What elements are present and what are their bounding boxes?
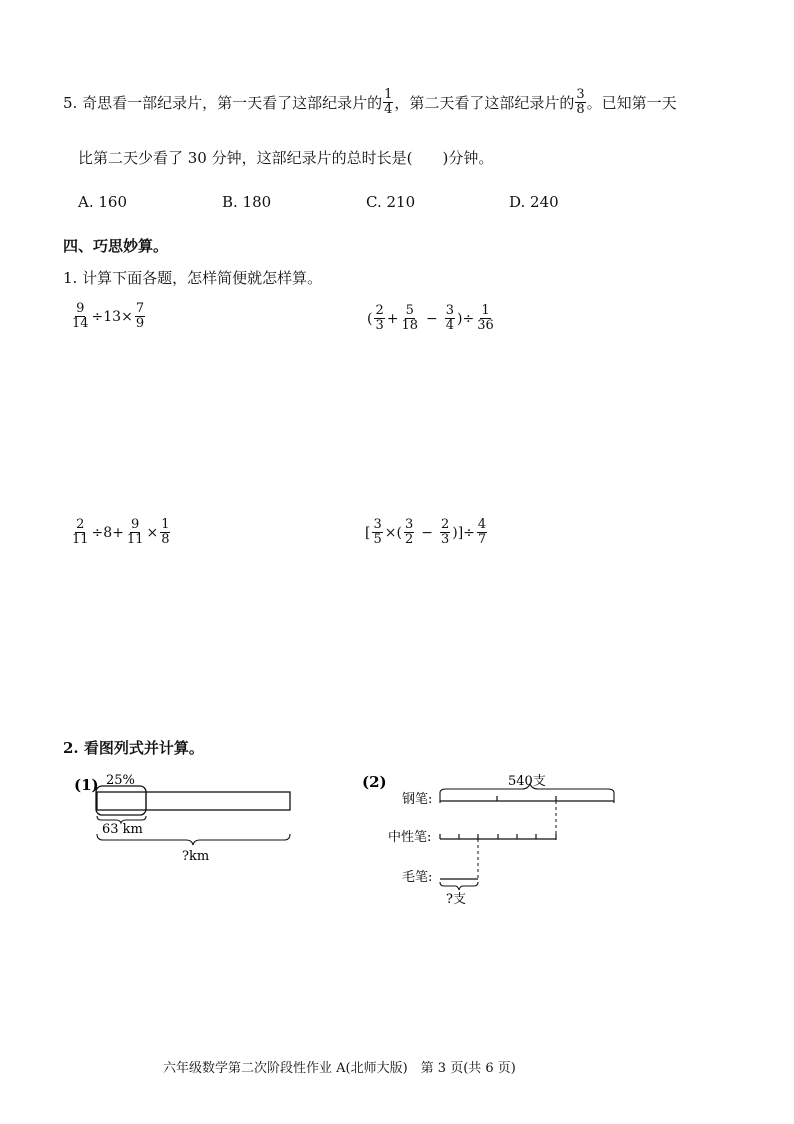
frac-num: 2: [76, 517, 85, 532]
fraction: [374, 304, 384, 333]
q5-text-part2: ，第二天看了这部纪录片的: [394, 93, 575, 112]
fraction: [160, 518, 170, 547]
frac-den: 8: [161, 532, 170, 547]
unknown-label: ?支: [446, 892, 466, 907]
paren-right-divide: )÷: [457, 310, 475, 327]
diagram-1: [60, 770, 310, 885]
operator: ×(: [384, 524, 402, 541]
fraction: [476, 304, 495, 333]
q5-line2: 比第二天少看了 30 分钟，这部纪录片的总时长是( )分钟。: [78, 149, 494, 167]
frac-num: 3: [404, 517, 414, 532]
page-footer: 六年级数学第二次阶段性作业 A(北师大版) 第 3 页(共 6 页): [163, 1061, 516, 1076]
operator: ÷13×: [91, 308, 133, 325]
frac-num: 5: [405, 303, 414, 318]
frac-den: 11: [126, 532, 144, 547]
frac-den: 2: [404, 532, 414, 547]
section-title: 四、巧思妙算。: [63, 237, 169, 255]
frac-den: 14: [72, 316, 89, 331]
frac-den: 18: [401, 318, 419, 333]
q5-option-a[interactable]: A. 160: [78, 193, 127, 211]
brush-brace: [440, 882, 478, 890]
frac-num: 1: [481, 303, 490, 318]
part-label: 63 km: [102, 822, 143, 837]
row-label-brush: 毛笔:: [402, 870, 433, 885]
bracket-right-divide: )]÷: [452, 524, 475, 541]
fraction: [372, 518, 382, 547]
q2-title: 2. 看图列式并计算。: [63, 739, 204, 757]
fraction: [477, 518, 487, 547]
fraction: [400, 304, 419, 333]
frac-den: 3: [375, 318, 384, 333]
frac-den: 4: [384, 102, 393, 117]
q5-option-d[interactable]: D. 240: [509, 193, 559, 211]
operator: −: [426, 310, 438, 327]
diagram1-label: (1): [74, 776, 99, 794]
frac-num: 2: [440, 517, 450, 532]
row-label-pen: 钢笔:: [402, 792, 433, 807]
fraction: [445, 304, 455, 333]
fraction: [126, 518, 145, 547]
diagram-2: [360, 765, 625, 910]
q5-option-c[interactable]: C. 210: [366, 193, 416, 211]
expression-3: [70, 518, 171, 547]
fraction: [135, 302, 145, 331]
bracket-left: [: [365, 524, 371, 541]
frac-num: 7: [135, 301, 145, 316]
expression-1: [70, 302, 146, 331]
q5-text-part3: 。已知第一天: [586, 93, 677, 112]
frac-num: 3: [576, 87, 585, 102]
fraction: [404, 518, 414, 547]
frac-den: 11: [72, 532, 89, 547]
fraction-three-eighths: [575, 88, 585, 117]
frac-num: 4: [477, 517, 487, 532]
frac-den: 8: [576, 102, 585, 117]
total-label: 540支: [508, 774, 546, 789]
q5-option-b[interactable]: B. 180: [222, 193, 272, 211]
total-label: ?km: [182, 849, 210, 864]
frac-num: 2: [375, 303, 384, 318]
operator: +: [386, 310, 399, 327]
fraction: [71, 302, 90, 331]
q5-line1: [63, 88, 677, 117]
operator: ÷8+: [91, 524, 124, 541]
frac-den: 4: [445, 318, 455, 333]
expression-2: [366, 304, 496, 333]
expression-4: [364, 518, 488, 547]
total-bar: [97, 792, 290, 810]
frac-num: 3: [373, 517, 382, 532]
row-label-gel-pen: 中性笔:: [388, 830, 432, 845]
fraction: [71, 518, 90, 547]
frac-num: 3: [445, 303, 455, 318]
frac-num: 9: [131, 517, 140, 532]
frac-den: 3: [440, 532, 450, 547]
frac-num: 1: [384, 87, 393, 102]
frac-num: 1: [161, 517, 170, 532]
frac-den: 36: [477, 318, 494, 333]
fraction-one-quarter: [383, 88, 393, 117]
diagram2-label: (2): [362, 773, 387, 791]
frac-num: 9: [76, 301, 85, 316]
quarter-highlight-box: [96, 786, 146, 815]
q5-text-part1: 5. 奇思看一部纪录片，第一天看了这部纪录片的: [63, 93, 383, 112]
frac-den: 9: [135, 316, 145, 331]
percent-label: 25%: [106, 773, 135, 788]
operator: ×: [146, 524, 159, 541]
frac-den: 5: [373, 532, 382, 547]
fraction: [440, 518, 450, 547]
q1-title: 1. 计算下面各题，怎样简便就怎样算。: [63, 269, 323, 287]
frac-den: 7: [477, 532, 487, 547]
operator: −: [421, 524, 433, 541]
paren-left: (: [367, 310, 373, 327]
